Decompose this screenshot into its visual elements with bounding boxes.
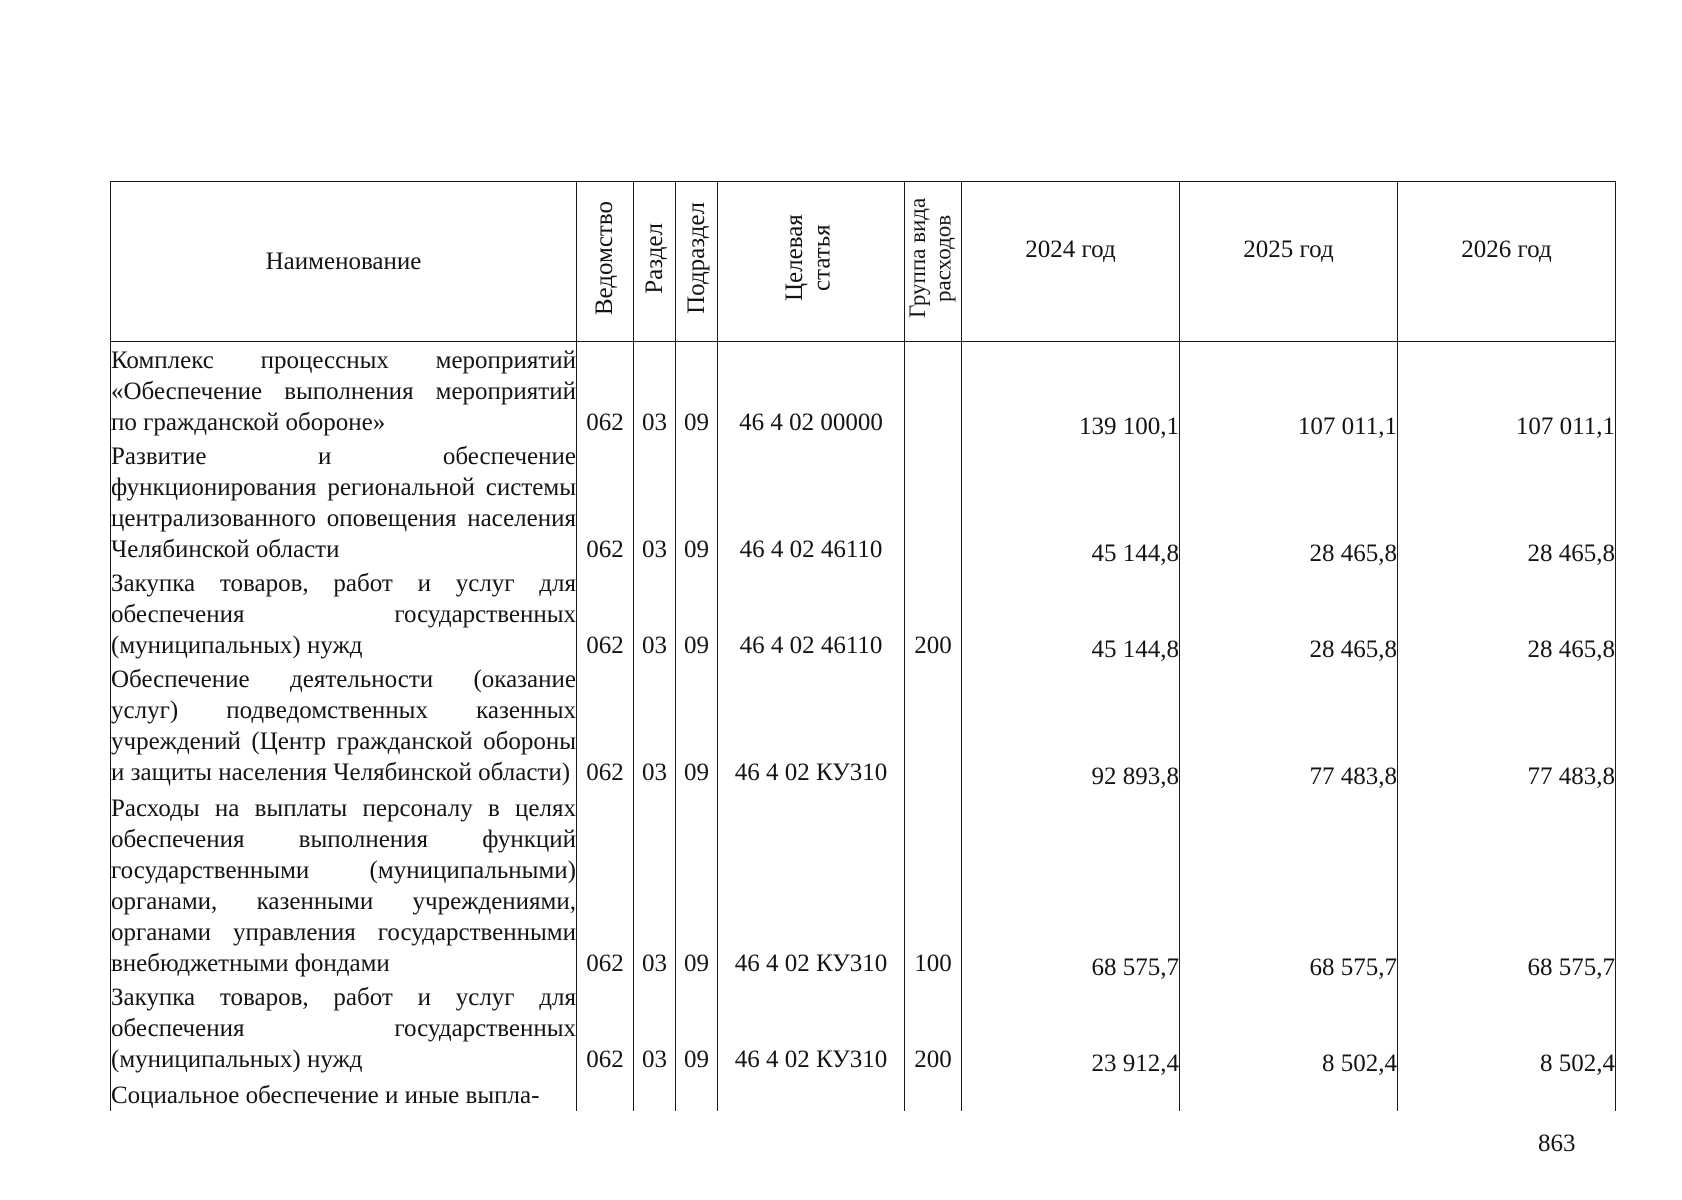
cell-department: 062 <box>577 438 634 565</box>
header-2025: 2025 год <box>1180 182 1398 342</box>
cell-target <box>718 1075 905 1111</box>
cell-2025: 28 465,8 <box>1180 438 1398 565</box>
cell-group <box>905 438 962 565</box>
cell-2025: 77 483,8 <box>1180 661 1398 788</box>
cell-target: 46 4 02 КУ310 <box>718 661 905 788</box>
cell-group: 200 <box>905 565 962 661</box>
cell-2026: 8 502,4 <box>1398 979 1616 1075</box>
cell-section: 03 <box>634 661 676 788</box>
cell-subsection: 09 <box>676 565 718 661</box>
cell-2025: 107 011,1 <box>1180 342 1398 438</box>
cell-2025: 68 575,7 <box>1180 788 1398 979</box>
budget-table <box>110 181 1616 1111</box>
cell-group: 200 <box>905 979 962 1075</box>
cell-name: Закупка товаров, работ и услуг для обеспечения государственных (муниципальных) нужд <box>111 565 577 661</box>
cell-name: Обеспечение деятельности (оказание услуг) подведомственных казенных учреждений (Центр гражданской обороны и защиты населения Челябинской области) <box>111 661 577 788</box>
cell-2025: 8 502,4 <box>1180 979 1398 1075</box>
cell-department: 062 <box>577 661 634 788</box>
cell-section <box>634 1075 676 1111</box>
cell-target: 46 4 02 00000 <box>718 342 905 438</box>
cell-2026: 77 483,8 <box>1398 661 1616 788</box>
table-row <box>111 788 1616 979</box>
table-row <box>111 661 1616 788</box>
cell-subsection: 09 <box>676 979 718 1075</box>
cell-target: 46 4 02 46110 <box>718 565 905 661</box>
header-target-article: Целевая статья <box>718 182 905 342</box>
cell-2026: 107 011,1 <box>1398 342 1616 438</box>
cell-department: 062 <box>577 565 634 661</box>
cell-subsection: 09 <box>676 438 718 565</box>
cell-target: 46 4 02 КУ310 <box>718 979 905 1075</box>
cell-target: 46 4 02 46110 <box>718 438 905 565</box>
cell-group <box>905 342 962 438</box>
header-2024: 2024 год <box>962 182 1180 342</box>
cell-target: 46 4 02 КУ310 <box>718 788 905 979</box>
cell-2024: 45 144,8 <box>962 438 1180 565</box>
header-row <box>111 182 1616 342</box>
page-number: 863 <box>1538 1130 1576 1157</box>
cell-2026: 28 465,8 <box>1398 565 1616 661</box>
cell-2025: 28 465,8 <box>1180 565 1398 661</box>
cell-name: Расходы на выплаты персоналу в целях обеспечения выполнения функций государственными (муниципальными) органами, казенными учреждениями, органами управления государственными внебюджетными фондами <box>111 788 577 979</box>
cell-2026 <box>1398 1075 1616 1111</box>
table-row <box>111 565 1616 661</box>
cell-2024: 68 575,7 <box>962 788 1180 979</box>
cell-section: 03 <box>634 342 676 438</box>
cell-department: 062 <box>577 788 634 979</box>
cell-2026: 28 465,8 <box>1398 438 1616 565</box>
cell-name: Социальное обеспечение и иные выпла- <box>111 1075 577 1111</box>
cell-group <box>905 1075 962 1111</box>
cell-department: 062 <box>577 342 634 438</box>
cell-2024: 92 893,8 <box>962 661 1180 788</box>
cell-2024: 139 100,1 <box>962 342 1180 438</box>
cell-2026: 68 575,7 <box>1398 788 1616 979</box>
cell-section: 03 <box>634 565 676 661</box>
table-body <box>111 342 1616 1112</box>
cell-name: Закупка товаров, работ и услуг для обеспечения государственных (муниципальных) нужд <box>111 979 577 1075</box>
table-header <box>111 182 1616 342</box>
header-department: Ведомство <box>577 182 634 342</box>
cell-subsection <box>676 1075 718 1111</box>
cell-subsection: 09 <box>676 342 718 438</box>
cell-name: Развитие и обеспечение функционирования региональной системы централизованного оповещения населения Челябинской области <box>111 438 577 565</box>
cell-2025 <box>1180 1075 1398 1111</box>
cell-subsection: 09 <box>676 788 718 979</box>
cell-section: 03 <box>634 788 676 979</box>
cell-2024: 23 912,4 <box>962 979 1180 1075</box>
cell-2024: 45 144,8 <box>962 565 1180 661</box>
header-subsection: Подраздел <box>676 182 718 342</box>
header-2026: 2026 год <box>1398 182 1616 342</box>
cell-subsection: 09 <box>676 661 718 788</box>
header-section: Раздел <box>634 182 676 342</box>
header-name: Наименование <box>111 182 577 342</box>
cell-section: 03 <box>634 438 676 565</box>
cell-group: 100 <box>905 788 962 979</box>
table-row <box>111 979 1616 1075</box>
table-row <box>111 342 1616 438</box>
cell-group <box>905 661 962 788</box>
cell-section: 03 <box>634 979 676 1075</box>
cell-name: Комплекс процессных мероприятий «Обеспечение выполнения мероприятий по гражданской обороне» <box>111 342 577 438</box>
cell-department: 062 <box>577 979 634 1075</box>
table-row-continued <box>111 1075 1616 1111</box>
cell-2024 <box>962 1075 1180 1111</box>
cell-department <box>577 1075 634 1111</box>
header-expense-group: Группа вида расходов <box>905 182 962 342</box>
table-row <box>111 438 1616 565</box>
